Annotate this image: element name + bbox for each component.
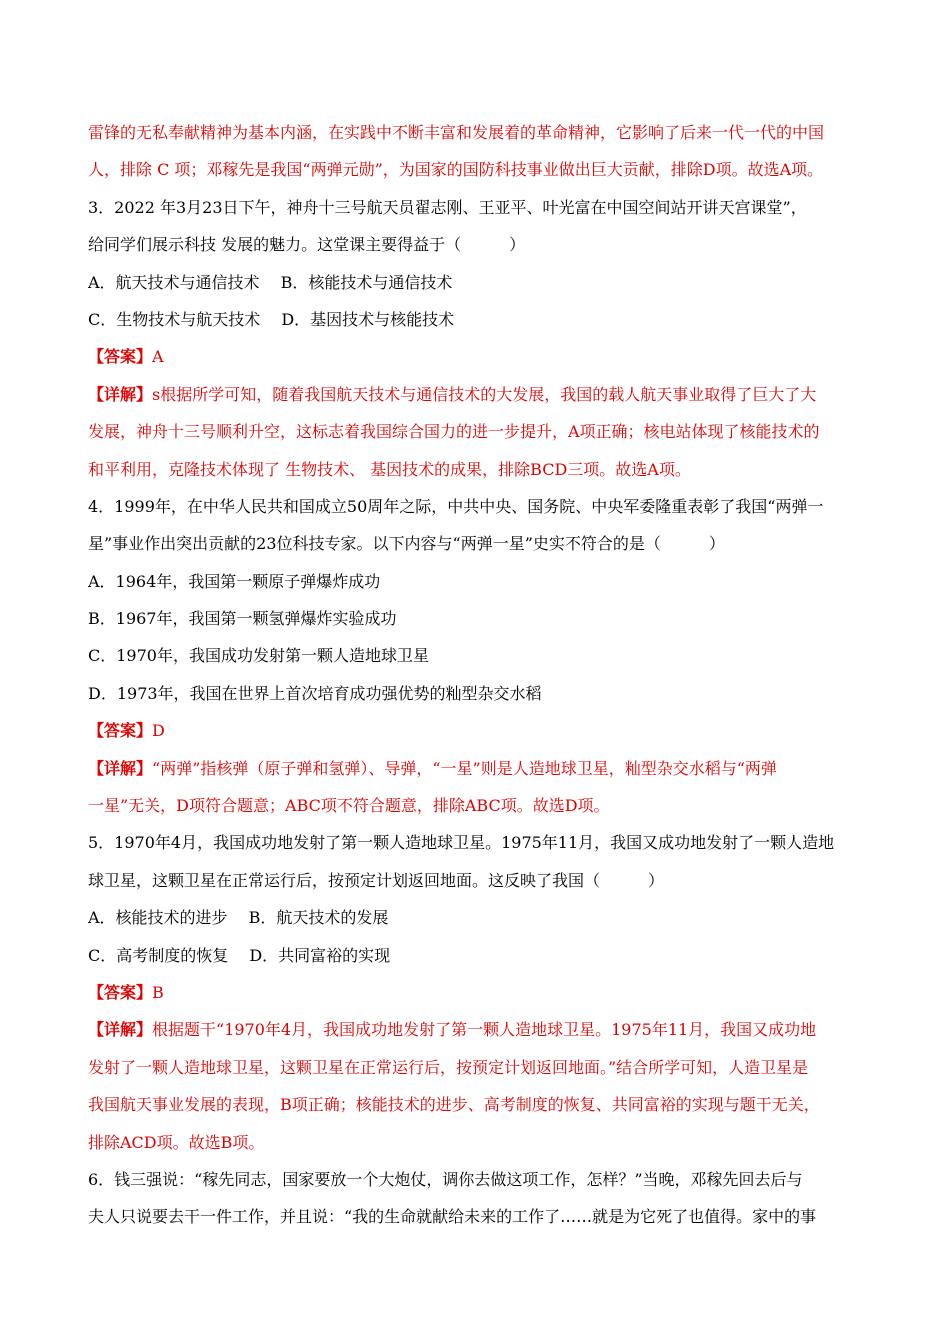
document-page: [88, 114, 870, 1236]
question-5-options: C．高考制度的恢复 D．共同富裕的实现: [88, 945, 391, 965]
question-3-options: C．生物技术与航天技术 D．基因技术与核能技术: [88, 309, 455, 329]
answer-line: [88, 338, 870, 375]
answer-tag: 【答案】: [88, 982, 153, 1002]
question-3-stem: 3．2022 年3月23日下午，神舟十三号航天员翟志刚、王亚平、叶光富在中国空间站开讲天宫课堂”，: [88, 197, 807, 217]
answer-tag: 【答案】: [88, 721, 153, 741]
explanation-line: 发射了一颗人造地球卫星，这颗卫星在正常运行后，按预定计划返回地面。”结合所学可知，人造卫星是: [88, 1057, 809, 1077]
explanation-line: 排除ACD项。故选B项。: [88, 1132, 265, 1152]
explanation-line: 【详解】“两弹”指核弹（原子弹和氢弹）、导弹，“一星”则是人造地球卫星，籼型杂交水稻与“两弹: [88, 758, 777, 778]
question-4-option: B．1967年，我国第一颗氢弹爆炸实验成功: [88, 609, 397, 629]
explanation-tag: 【详解】: [88, 384, 153, 404]
question-3-stem: 给同学们展示科技 发展的魅力。这堂课主要得益于（ ）: [88, 235, 526, 255]
explanation-line: 我国航天事业发展的表现，B项正确；核能技术的进步、高考制度的恢复、共同富裕的实现与题干无关，: [88, 1095, 820, 1115]
question-5-stem: 球卫星，这颗卫星在正常运行后，按预定计划返回地面。这反映了我国（ ）: [88, 870, 665, 890]
question-4-stem: 星”事业作出突出贡献的23位科技专家。以下内容与“两弹一星”史实不符合的是（ ）: [88, 534, 725, 554]
question-4-option: A．1964年，我国第一颗原子弹爆炸成功: [88, 571, 381, 591]
explanation-line: 【详解】s根据所学可知，随着我国航天技术与通信技术的大发展，我国的载人航天事业取得了巨大了大: [88, 384, 817, 404]
answer-value: D: [152, 721, 165, 741]
question-4-option: D．1973年，我国在世界上首次培育成功强优势的籼型杂交水稻: [88, 683, 542, 703]
explanation-line: 【详解】根据题干“1970年4月，我国成功地发射了第一颗人造地球卫星。1975年11月，我国又成功地: [88, 1020, 817, 1040]
explanation-tag: 【详解】: [88, 758, 153, 778]
text-line: 人，排除 C 项；邓稼先是我国“两弹元勋”，为国家的国防科技事业做出巨大贡献，排除D项。故选A项。: [88, 160, 824, 180]
question-5-options: A．核能技术的进步 B．航天技术的发展: [88, 908, 389, 928]
question-6-stem: 6．钱三强说：“稼先同志，国家要放一个大炮仗，调你去做这项工作，怎样？”当晚，邓稼先回去后与: [88, 1169, 803, 1189]
explanation-line: 发展，神舟十三号顺利升空，这标志着我国综合国力的进一步提升，A项正确；核电站体现了核能技术的: [88, 422, 820, 442]
text-line: 雷锋的无私奉献精神为基本内涵，在实践中不断丰富和发展着的革命精神，它影响了后来一代一代的中国: [88, 123, 825, 142]
answer-line: [88, 974, 870, 1011]
question-5-stem: 5．1970年4月，我国成功地发射了第一颗人造地球卫星。1975年11月，我国又成功地发射了一颗人造地: [88, 833, 835, 853]
answer-tag: 【答案】: [88, 347, 153, 367]
explanation-tag: 【详解】: [88, 1020, 153, 1040]
question-3-options: A．航天技术与通信技术 B．核能技术与通信技术: [88, 272, 453, 292]
question-4-option: C．1970年，我国成功发射第一颗人造地球卫星: [88, 646, 429, 666]
answer-value: B: [152, 982, 164, 1002]
question-6-stem: 夫人只说要去干一件工作，并且说：“我的生命就献给未来的工作了……就是为它死了也值得。家中的事: [88, 1207, 817, 1227]
answer-value: A: [152, 347, 164, 367]
explanation-line: 一星”无关，D项符合题意；ABC项不符合题意，排除ABC项。故选D项。: [88, 796, 610, 816]
answer-line: [88, 712, 870, 749]
question-4-stem: 4．1999年，在中华人民共和国成立50周年之际，中共中央、国务院、中央军委隆重表彰了我国“两弹一: [88, 496, 824, 516]
explanation-line: 和平利用，克隆技术体现了 生物技术、 基因技术的成果，排除BCD三项。故选A项。: [88, 459, 691, 479]
